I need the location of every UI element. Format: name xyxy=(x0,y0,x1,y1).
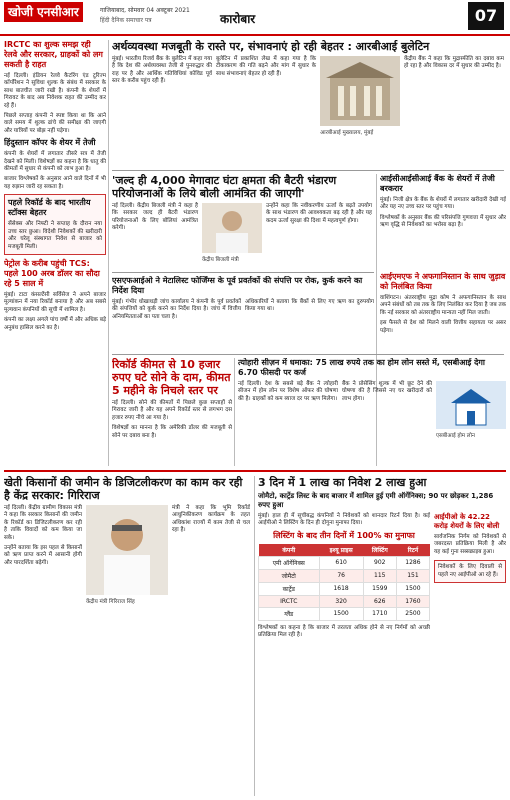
table-cell: 1760 xyxy=(396,595,429,607)
ipo-subhead: जोमैटो, कार्ट्रेड लिस्ट के बाद बाजार में शामिल हुई एमी ऑर्गेनिक्स; 90 पर छोड़कर 1,286 रुपए हुआ xyxy=(258,492,494,509)
land-paragraph: मंत्री ने कहा कि भूमि रिकॉर्ड आधुनिकीकरण कार्यक्रम के तहत अधिकांश राज्यों में काम तेजी से चल रहा है। xyxy=(172,505,250,534)
battery-caption: केंद्रीय बिजली मंत्री xyxy=(202,257,239,263)
land-paragraph: उन्होंने बताया कि इस पहल से किसानों को ऋण प्राप्त करने में आसानी होगी और पारदर्शिता बढ़ेगी। xyxy=(4,545,82,566)
forging-article xyxy=(112,276,374,352)
rbi-article xyxy=(112,40,504,168)
table-header: रिटर्न xyxy=(396,544,429,557)
rbi-paragraph: केंद्रीय बैंक ने कहा कि मुद्रास्फीति का दबाव कम हो रहा है और विकास दर में सुधार की उम्मीद है। xyxy=(404,56,504,70)
gold-paragraph: विशेषज्ञों का मानना है कि अमेरिकी डॉलर की मजबूती से सोने पर दबाव बना है। xyxy=(112,425,232,439)
left-box-text: सेंसेक्स और निफ्टी ने सप्ताह के दौरान नया उच्च स्तर छुआ। विदेशी निवेशकों की खरीदारी और घरेलू संस्थागत निवेश से बाजार को मजबूती मिली। xyxy=(8,221,102,250)
table-header: लिस्टिंग xyxy=(363,544,396,557)
sbi-home-loan-photo xyxy=(436,381,506,429)
ipo-side-box xyxy=(434,560,506,583)
left-paragraph: नई दिल्ली। इंडियन रेलवे कैटरिंग एंड टूरिज्म कॉर्पोरेशन ने सुविधा शुल्क के संबंध में सरकार के साथ बातचीत जारी रखी है। कंपनी के शेयरों में गिरावट के बाद अब निवेशक राहत की उम्मीद कर रहे हैं। xyxy=(4,73,106,109)
imf-paragraph: वाशिंगटन। अंतरराष्ट्रीय मुद्रा कोष ने अफगानिस्तान के साथ अपने संबंधों को तब तक के लिए निलंबित कर दिया है जब तक कि नई सरकार को अंतरराष्ट्रीय मान्यता नहीं मिल जाती। xyxy=(380,295,506,316)
table-cell: IRCTC xyxy=(259,595,320,607)
left-paragraph: कंपनी के शेयरों में लगातार तीसरे सत्र में तेजी देखने को मिली। विशेषज्ञों का कहना है कि धातु की कीमतों में सुधार से कंपनी को लाभ हुआ है। xyxy=(4,151,106,173)
rbi-paragraph: बुलेटिन में प्रकाशित लेख में कहा गया है कि टीकाकरण की गति बढ़ने और मांग में सुधार के साथ संभावनाएं बेहतर हो रही हैं। xyxy=(216,56,316,77)
festive-paragraph: बैंक ने प्रोसेसिंग शुल्क में भी छूट देने की घोषणा की है जिससे नए घर खरीदारों को लाभ होगा। xyxy=(342,381,432,402)
ipo-paragraph: विश्लेषकों का कहना है कि बाजार में तरलता अधिक होने से नए निर्गमों को अच्छी प्रतिक्रिया मिल रही है। xyxy=(258,624,430,639)
giriraj-photo xyxy=(86,505,168,595)
newspaper-brand: खोजी एनसीआर xyxy=(4,2,83,22)
right-paragraph: मुंबई। निजी क्षेत्र के बैंक के शेयरों में लगातार खरीदारी देखी गई और यह नए उच्च स्तर पर पहुंच गया। xyxy=(380,197,506,211)
table-cell: ग्लैंड xyxy=(259,607,320,620)
table-cell: 1599 xyxy=(363,582,396,595)
imf-headline: आईएमएफ ने अफगानिस्तान के साथ जुड़ाव को निलंबित किया xyxy=(380,272,506,291)
table-cell: 1500 xyxy=(319,607,363,620)
gold-article xyxy=(112,358,232,466)
table-row xyxy=(259,595,430,607)
left-box xyxy=(4,194,106,255)
right-paragraph: विश्लेषकों के अनुसार बैंक की परिसंपत्ति गुणवत्ता में सुधार और ऋण वृद्धि से निवेशकों का भरोसा बढ़ा है। xyxy=(380,214,506,229)
table-cell: एमी ऑर्गेनिक्स xyxy=(259,556,320,569)
table-row xyxy=(259,556,430,569)
left-column xyxy=(4,40,106,466)
festive-article xyxy=(238,358,506,466)
festive-headline: त्योहारी सीज़न में धमाका: 75 लाख रुपये तक का होम लोन सस्ते में, एसबीआई देगा 6.70 फीसदी पर कर्ज xyxy=(238,358,485,377)
ipo-paragraph: मुंबई। हाल ही में सूचीबद्ध कंपनियों ने निवेशकों को शानदार रिटर्न दिया है। कई आईपीओ ने लिस्टिंग के दिन ही दोगुना मुनाफा दिया। xyxy=(258,513,430,527)
table-row xyxy=(259,607,430,620)
left-paragraph: मुंबई। टाटा कंसल्टेंसी सर्विसेज ने अपने बाजार मूल्यांकन में नया रिकॉर्ड बनाया है और अब सबसे मूल्यवान कंपनियों की सूची में शामिल है। xyxy=(4,291,106,313)
left-subhead: हिंदुस्तान कॉपर के शेयर में तेजी xyxy=(4,138,96,148)
table-row xyxy=(259,569,430,582)
gold-headline: रिकॉर्ड कीमत से 10 हजार रुपए घटे सोने के दाम, कीमत 5 महीने के निचले स्तर पर xyxy=(112,358,231,397)
page-number: 07 xyxy=(468,2,504,30)
festive-caption: एसबीआई होम लोन xyxy=(436,433,475,439)
table-cell: 1618 xyxy=(319,582,363,595)
table-cell: 1286 xyxy=(396,556,429,569)
right-headline: आईसीआईसीआई बैंक के शेयरों में तेजी बरकरार xyxy=(380,174,495,193)
table-header: कंपनी xyxy=(259,544,320,557)
battery-headline: 'जल्द ही 4,000 मेगावाट घंटा क्षमता की बैटरी भंडारण परियोजनाओं के लिये बोली आमंत्रित की जाएगी' xyxy=(112,174,337,200)
gold-paragraph: नई दिल्ली। सोने की कीमतों में पिछले कुछ सप्ताहों से गिरावट जारी है और यह अपने रिकॉर्ड स्तर से लगभग दस हजार रुपए नीचे आ गया है। xyxy=(112,400,232,421)
forging-headline: एसएफआईओ ने मेटालिस्ट फोर्जिंग्स के पूर्व प्रवर्तकों की संपत्ति पर रोक, कुर्क करने का निर्देश दिया xyxy=(112,276,363,295)
forging-paragraph: अधिकारियों ने बताया कि बैंकों से लिए गए ऋण का दुरुपयोग किया गया था। xyxy=(245,299,374,313)
festive-paragraph: नई दिल्ली। देश के सबसे बड़े बैंक ने त्योहारी सीजन में होम लोन पर विशेष ऑफर की घोषणा की है। ग्राहकों को कम ब्याज दर पर ऋण मिलेगा। xyxy=(238,381,338,402)
table-cell: 320 xyxy=(319,595,363,607)
land-caption: केंद्रीय मंत्री गिरिराज सिंह xyxy=(86,599,135,605)
page-header xyxy=(0,0,510,36)
imf-article xyxy=(380,272,506,356)
table-cell: 1500 xyxy=(396,582,429,595)
left-box-headline: पहले रिकॉर्ड के बाद भारतीय स्टॉक्स बेहतर xyxy=(8,198,91,218)
battery-paragraph: उन्होंने कहा कि नवीकरणीय ऊर्जा के बढ़ते उपयोग के साथ भंडारण की आवश्यकता बढ़ रही है और यह कदम ऊर्जा सुरक्षा की दिशा में महत्वपूर्ण होगा। xyxy=(266,203,372,224)
table-row xyxy=(259,582,430,595)
left-headline: IRCTC का शुल्क समझ रही रेलवे और सरकार, ग्राहकों को लग सकती है राहत xyxy=(4,40,103,69)
table-cell: 2500 xyxy=(396,607,429,620)
left-paragraph: पिछले सप्ताह कंपनी ने स्पष्ट किया था कि आने वाले समय में शुल्क ढांचे की समीक्षा की जाएगी और यात्रियों पर बोझ नहीं पड़ेगा। xyxy=(4,113,106,134)
ipo-side-box-text: निवेशकों के लिए दिवाली से पहले नए आईपीओ आ रहे हैं। xyxy=(438,564,502,578)
table-cell: कार्ट्रेड xyxy=(259,582,320,595)
battery-article xyxy=(112,174,374,270)
rbi-caption: आरबीआई मुख्यालय, मुंबई xyxy=(320,130,374,136)
rbi-building-photo xyxy=(320,56,400,126)
left-paragraph: कंपनी का लक्ष्य अगले पांच वर्षों में और अधिक बड़े अनुबंध हासिल करने का है। xyxy=(4,317,106,331)
land-headline: खेती किसानों की जमीन के डिजिटलीकरण का काम कर रही है केंद्र सरकार: गिरिराज xyxy=(4,476,243,502)
ipo-table xyxy=(258,544,430,621)
table-cell: 902 xyxy=(363,556,396,569)
land-paragraph: नई दिल्ली। केंद्रीय ग्रामीण विकास मंत्री ने कहा कि सरकार किसानों की जमीन के रिकॉर्ड का डिजिटलीकरण कर रही है ताकि विवादों को कम किया जा सके। xyxy=(4,505,82,541)
section-title: कारोबार xyxy=(220,12,256,26)
ipo-headline: 3 दिन में 1 लाख का निवेश 2 लाख हुआ xyxy=(258,476,427,489)
minister-photo xyxy=(202,203,262,253)
imf-paragraph: इस फैसले से देश को मिलने वाली वित्तीय सहायता पर असर पड़ेगा। xyxy=(380,320,506,334)
land-digitization-article xyxy=(4,476,252,796)
battery-paragraph: नई दिल्ली। केंद्रीय बिजली मंत्री ने कहा है कि सरकार जल्द ही बैटरी भंडारण परियोजनाओं के लिए बोलियां आमंत्रित करेगी। xyxy=(112,203,198,232)
table-cell: 115 xyxy=(363,569,396,582)
left-headline-2: पेट्रोल के करीब पहुंची TCS: पहले 100 अरब डॉलर का सौदा रहे 5 साल में xyxy=(4,258,100,288)
tagline: हिंदी दैनिक समाचार पत्र xyxy=(100,17,152,24)
table-cell: 1710 xyxy=(363,607,396,620)
table-cell: 151 xyxy=(396,569,429,582)
right-column xyxy=(380,174,506,270)
ipo-side-headline: आईपीओ के 42.22 करोड़ शेयरों के लिए बोली xyxy=(434,513,500,530)
ipo-side-text: सार्वजनिक निर्गम को निवेशकों से जबरदस्त प्रतिक्रिया मिली है और यह कई गुना सब्सक्राइब हुआ। xyxy=(434,534,506,555)
table-cell: 610 xyxy=(319,556,363,569)
rbi-paragraph: मुंबई। भारतीय रिजर्व बैंक के बुलेटिन में कहा गया है कि देश की अर्थव्यवस्था तेजी से पुनरुद्धार की राह पर है और आर्थिक गतिविधियां कोविड पूर्व स्तर के करीब पहुंच रही हैं। xyxy=(112,56,212,85)
rbi-headline: अर्थव्यवस्था मजबूती के रास्ते पर, संभावनाएं हो रही बेहतर : आरबीआई बुलेटिन xyxy=(112,40,430,53)
table-cell: 626 xyxy=(363,595,396,607)
table-cell: जोमैटो xyxy=(259,569,320,582)
table-cell: 76 xyxy=(319,569,363,582)
forging-paragraph: मुंबई। गंभीर धोखाधड़ी जांच कार्यालय ने कंपनी के पूर्व प्रवर्तकों की संपत्तियों को कुर्क करने का निर्देश दिया है। जांच में वित्तीय अनियमितताओं का पता चला है। xyxy=(112,299,241,320)
ipo-article xyxy=(258,476,506,796)
ipo-table-title: लिस्टिंग के बाद तीन दिनों में 100% का मुनाफा xyxy=(273,530,415,540)
date-line: गाजियाबाद, सोमवार 04 अक्टूबर 2021 xyxy=(100,7,190,14)
table-header: इश्यू प्राइस xyxy=(319,544,363,557)
left-paragraph: बाजार विश्लेषकों के अनुसार आने वाले दिनों में भी यह रुझान जारी रह सकता है। xyxy=(4,176,106,190)
